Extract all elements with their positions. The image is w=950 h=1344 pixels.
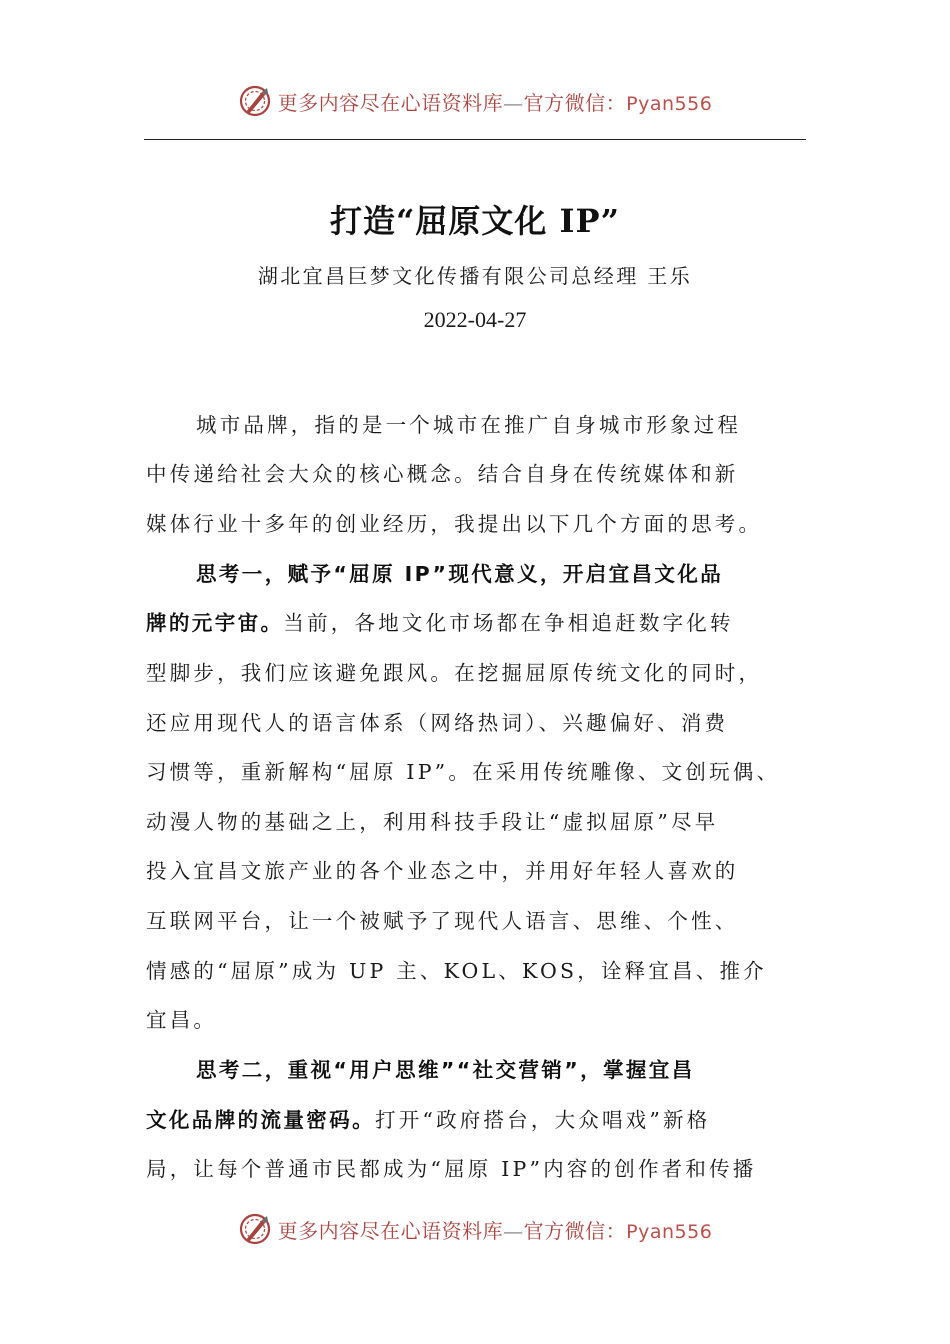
paragraph-line: 媒体行业十多年的创业经历，我提出以下几个方面的思考。 [146, 512, 763, 536]
paragraph-line: 宜昌。 [146, 1008, 218, 1032]
footer-brand-text: 更多内容尽在心语资料库 [277, 1218, 504, 1243]
paragraph-text: 当前，各地文化市场都在争相追赶数字化转 [283, 611, 734, 635]
paragraph-line: 城市品牌，指的是一个城市在推广自身城市形象过程 [196, 413, 742, 437]
article-date: 2022-04-27 [423, 307, 527, 332]
paragraph-line: 动漫人物的基础之上，利用科技手段让“虚拟屈原”尽早 [146, 810, 719, 834]
header-wechat-label: 官方微信： [523, 90, 627, 115]
footer-wechat-label: 官方微信： [523, 1218, 627, 1243]
section-heading-line: 思考一，赋予“屈原 IP”现代意义，开启宜昌文化品 [196, 562, 724, 586]
footer-banner [0, 1212, 950, 1246]
paragraph-line-mixed [146, 1103, 710, 1133]
footer-wechat-id: Pyan556 [626, 1220, 713, 1243]
header-banner-text [278, 87, 713, 116]
paragraph-line: 情感的“屈原”成为 UP 主、KOL、KOS，诠释宜昌、推介 [146, 959, 767, 983]
header-brand-text: 更多内容尽在心语资料库 [277, 90, 504, 115]
header-banner [0, 84, 950, 118]
paragraph-line: 互联网平台，让一个被赋予了现代人语言、思维、个性、 [146, 909, 739, 933]
paragraph-line: 中传递给社会大众的核心概念。结合自身在传统媒体和新 [146, 462, 739, 486]
section-heading-tail: 文化品牌的流量密码。 [146, 1108, 375, 1132]
header-separator: — [503, 90, 524, 115]
section-heading-tail: 牌的元宇宙。 [146, 611, 284, 635]
paragraph-line: 习惯等，重新解构“屈原 IP”。在采用传统雕像、文创玩偶、 [146, 760, 781, 784]
article-byline: 湖北宜昌巨梦文化传播有限公司总经理 王乐 [257, 264, 693, 288]
article-title: 打造“屈原文化 IP” [330, 202, 620, 240]
header-wechat-id: Pyan556 [626, 92, 713, 115]
section-heading-line: 思考二，重视“用户思维”“社交营销”，掌握宜昌 [196, 1058, 695, 1082]
pen-nib-seal-icon [238, 1212, 272, 1246]
footer-separator: — [503, 1218, 524, 1243]
paragraph-text: 打开“政府搭台，大众唱戏”新格 [375, 1108, 711, 1132]
paragraph-line: 型脚步，我们应该避免跟风。在挖掘屈原传统文化的同时， [146, 661, 763, 685]
paragraph-line: 还应用现代人的语言体系（网络热词）、兴趣偏好、消费 [146, 711, 729, 735]
footer-banner-text [278, 1215, 713, 1244]
paragraph-line: 局，让每个普通市民都成为“屈原 IP”内容的创作者和传播 [146, 1157, 757, 1181]
header-divider [144, 139, 806, 140]
pen-nib-seal-icon [238, 84, 272, 118]
paragraph-line-mixed [146, 606, 734, 636]
paragraph-line: 投入宜昌文旅产业的各个业态之中，并用好年轻人喜欢的 [146, 859, 739, 883]
